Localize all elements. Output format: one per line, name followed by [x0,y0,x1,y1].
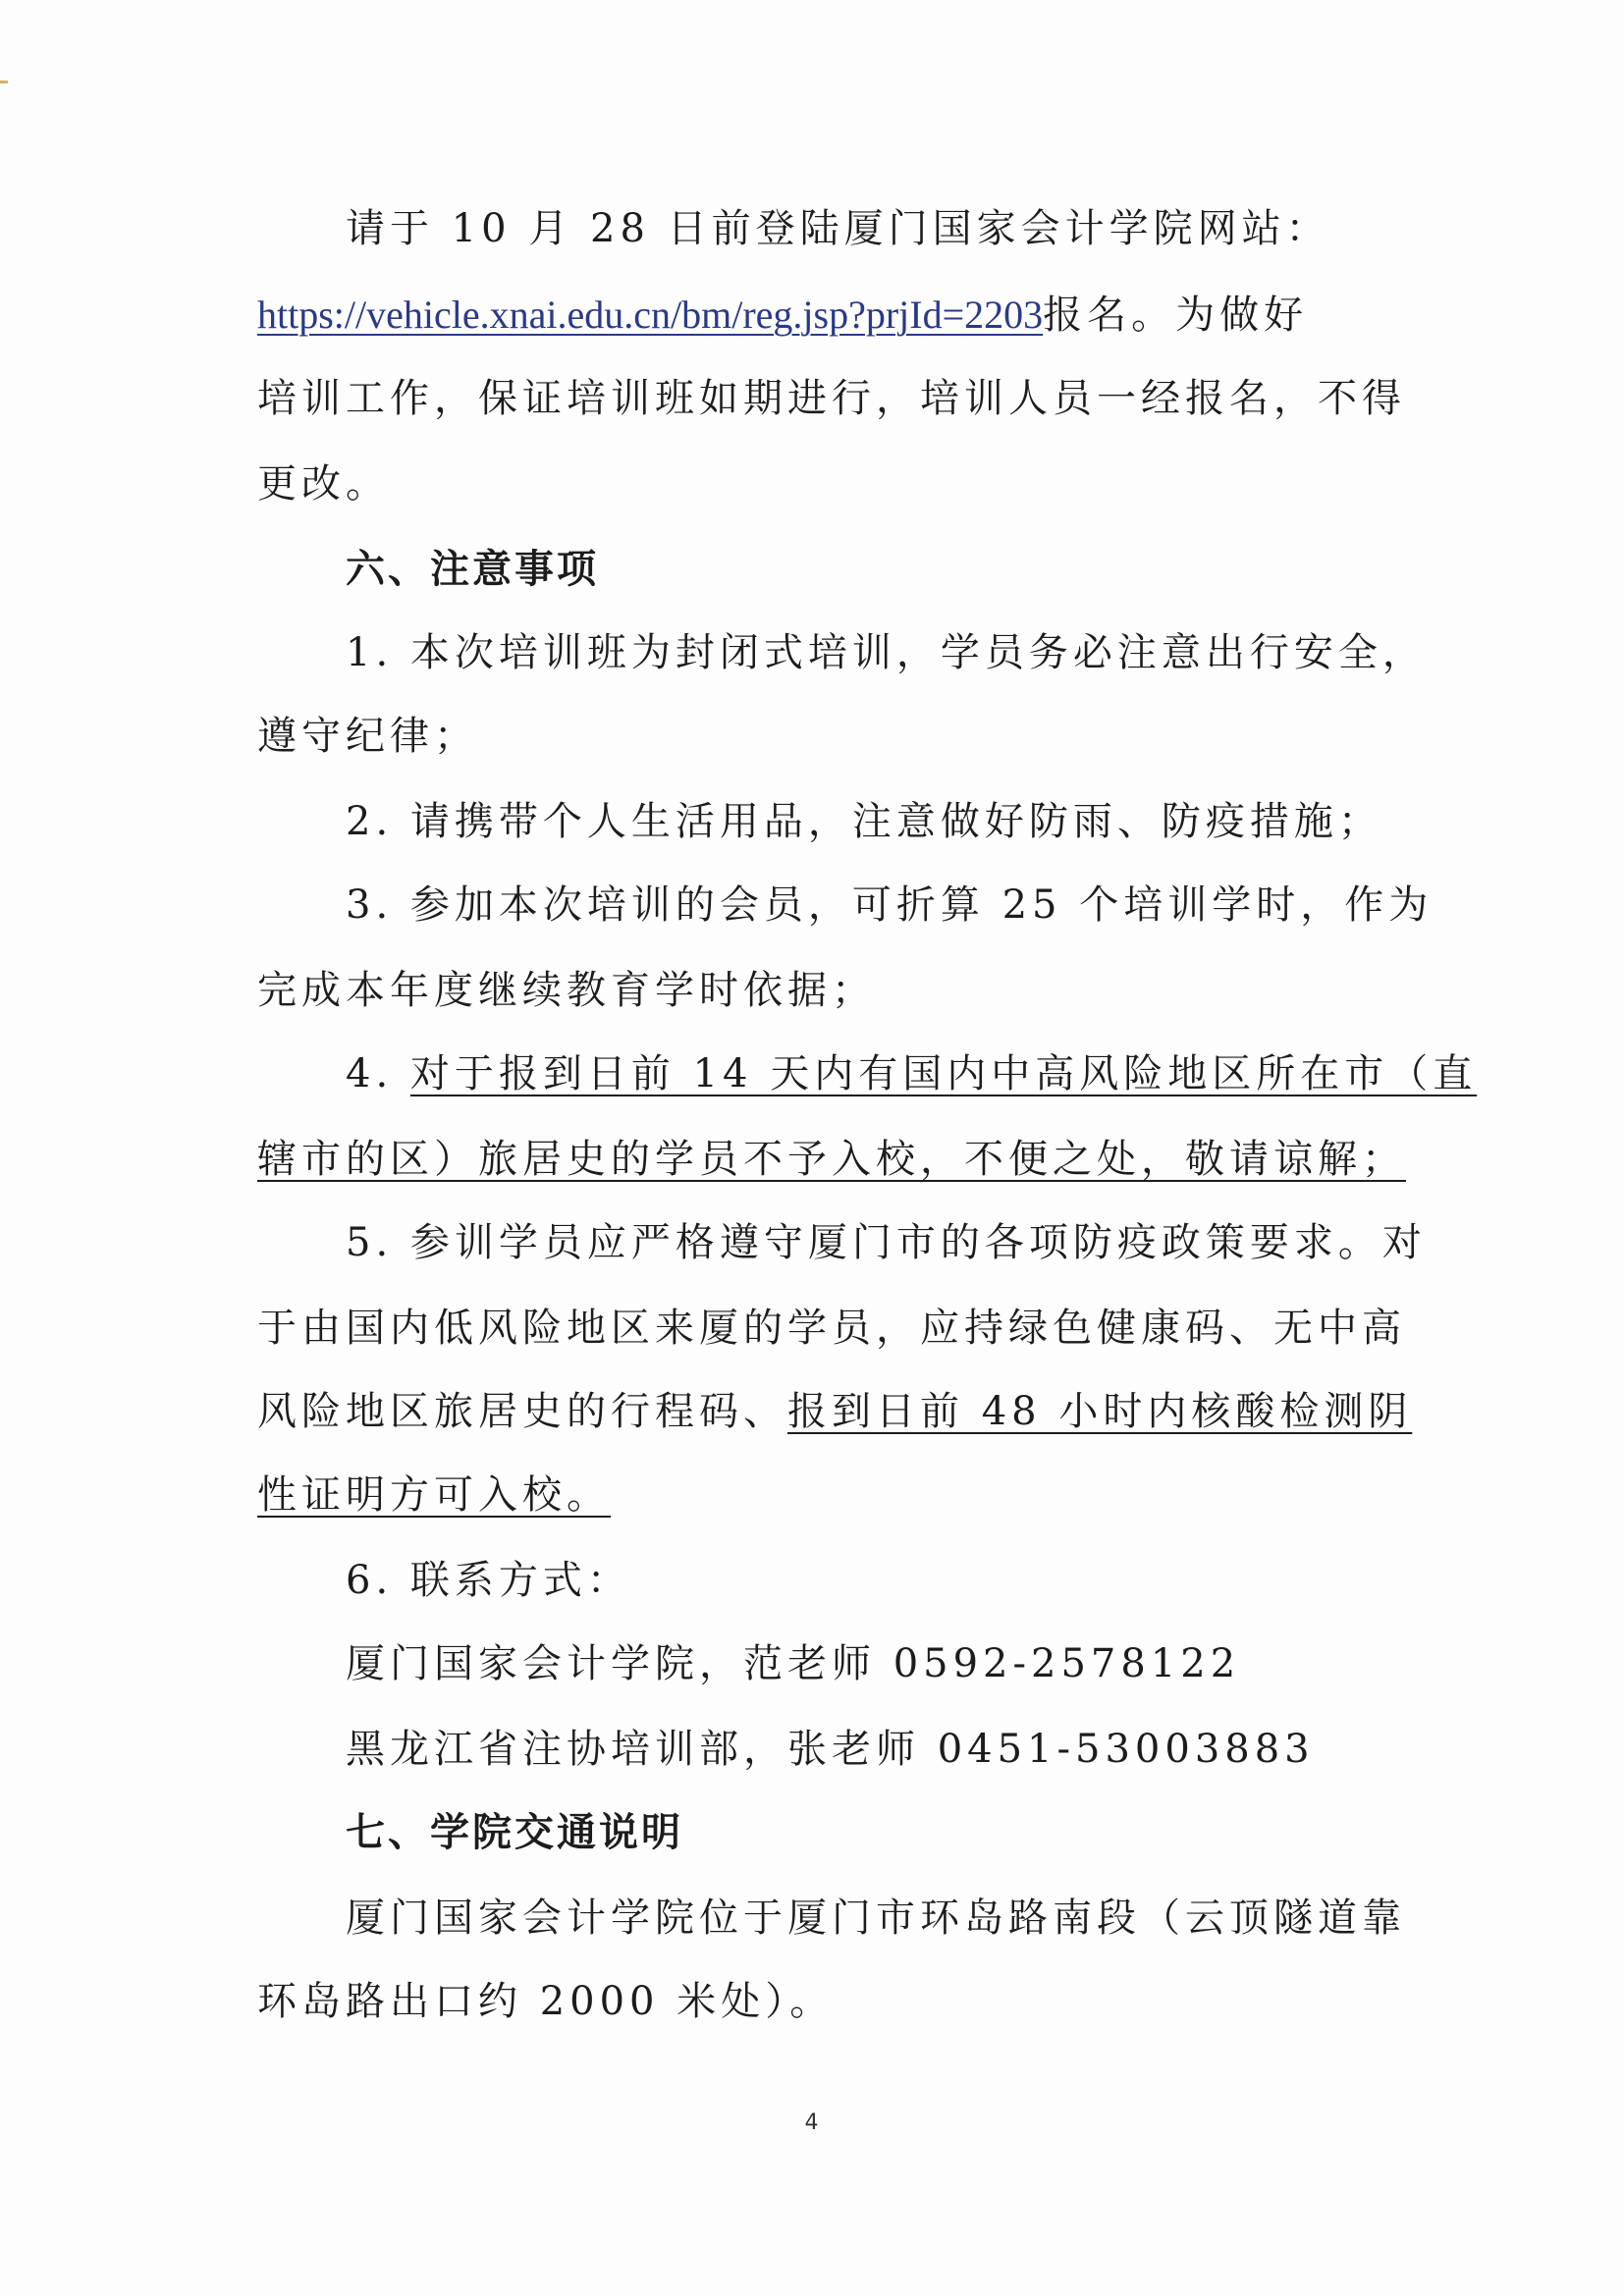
notice-item-2: 2. 请携带个人生活用品，注意做好防雨、防疫措施； [346,799,1382,844]
notice-item-5-line-2: 于由国内低风险地区来厦的学员，应持绿色健康码、无中高 [257,1306,1406,1351]
page-number: 4 [804,2110,819,2135]
notice-item-4-underlined-text: 对于报到日前 14 天内有国内中高风险地区所在市（直 [409,1051,1478,1096]
transport-line-2: 环岛路出口约 2000 米处）。 [257,1979,835,2024]
notice-item-6-title: 6. 联系方式： [346,1558,631,1603]
notice-item-4-line-2: 辖市的区）旅居史的学员不予入校，不便之处，敬请谅解； [257,1137,1406,1182]
notice-item-1-line-2: 遵守纪律； [257,714,478,759]
contact-xiamen: 厦门国家会计学院，范老师 0592-2578122 [346,1641,1241,1686]
notice-item-5-line-4: 性证明方可入校。 [257,1472,611,1518]
contact-heilongjiang: 黑龙江省注协培训部，张老师 0451-53003883 [346,1727,1315,1772]
transport-line-1: 厦门国家会计学院位于厦门市环岛路南段（云顶隧道靠 [346,1896,1406,1941]
registration-line-3: 培训工作，保证培训班如期进行，培训人员一经报名，不得 [257,376,1406,421]
notice-item-1-line-1: 1. 本次培训班为封闭式培训，学员务必注意出行安全， [346,630,1427,675]
registration-line-2-tail: 报名。为做好 [1043,293,1309,338]
section-7-heading: 七、学院交通说明 [346,1810,683,1855]
notice-item-5-line-3-plain: 风险地区旅居史的行程码、 [257,1389,787,1434]
notice-item-5-line-3-underlined: 报到日前 48 小时内核酸检测阴 [787,1389,1413,1434]
registration-url-link[interactable]: https://vehicle.xnai.edu.cn/bm/reg.jsp?prjId=2203 [257,293,1044,337]
notice-item-5-line-1: 5. 参训学员应严格遵守厦门市的各项防疫政策要求。对 [346,1220,1427,1265]
section-6-heading: 六、注意事项 [346,547,599,592]
scan-edge-mark [0,80,8,83]
notice-item-3-line-1: 3. 参加本次培训的会员，可折算 25 个培训学时，作为 [346,882,1434,928]
registration-line-4: 更改。 [257,461,390,507]
notice-item-4-prefix: 4. [346,1051,410,1096]
notice-item-3-line-2: 完成本年度继续教育学时依据； [257,968,876,1013]
notice-item-5-line-3 [257,1384,1412,1439]
notice-item-4-line-1 [346,1046,1477,1101]
registration-line-2 [257,288,1308,343]
registration-line-1: 请于 10 月 28 日前登陆厦门国家会计学院网站： [346,206,1330,251]
